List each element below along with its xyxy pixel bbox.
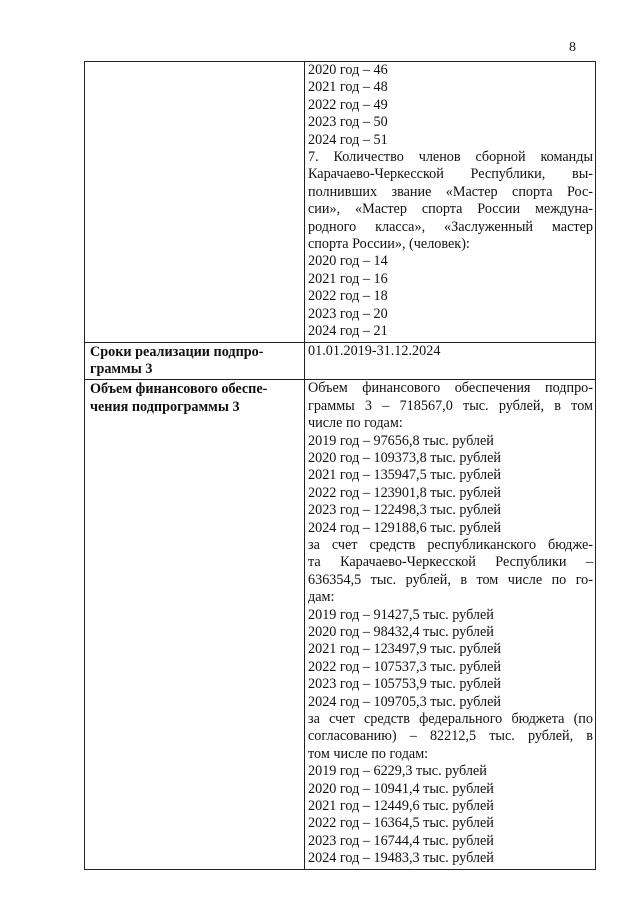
row-label-cell bbox=[85, 62, 305, 343]
row-value-line: 2022 год – 123901,8 тыс. рублей bbox=[308, 484, 501, 501]
row-value-line: 01.01.2019-31.12.2024 bbox=[308, 342, 441, 359]
row-value-line: 2023 год – 122498,3 тыс. рублей bbox=[308, 502, 501, 519]
row-label-line: Сроки реализации подпро- bbox=[90, 343, 264, 360]
row-value-line: согласованию) – 82212,5 тыс. рублей, в bbox=[308, 728, 593, 745]
row-value-line: 2022 год – 107537,3 тыс. рублей bbox=[308, 658, 501, 675]
row-label-line: чения подпрограммы 3 bbox=[90, 398, 240, 415]
row-value-line: 2020 год – 109373,8 тыс. рублей bbox=[308, 449, 501, 466]
row-value-line: 2021 год – 16 bbox=[308, 270, 388, 287]
row-value-line: 2019 год – 97656,8 тыс. рублей bbox=[308, 432, 494, 449]
passport-table bbox=[84, 61, 596, 870]
row-value-line: 2020 год – 10941,4 тыс. рублей bbox=[308, 780, 494, 797]
row-value-line: 2020 год – 98432,4 тыс. рублей bbox=[308, 624, 494, 640]
row-value-line: 2022 год – 16364,5 тыс. рублей bbox=[308, 815, 494, 832]
row-value-cell bbox=[305, 62, 596, 343]
row-value-line: граммы 3 – 718567,0 тыс. рублей, в том bbox=[308, 397, 593, 414]
row-value-line: 2024 год – 109705,3 тыс. рублей bbox=[308, 693, 501, 710]
row-value-line: 2022 год – 49 bbox=[308, 96, 388, 113]
table-row-financing-volume bbox=[85, 380, 596, 869]
row-label-line: граммы 3 bbox=[90, 360, 153, 377]
row-label-cell bbox=[85, 380, 305, 869]
row-value-cell bbox=[305, 380, 596, 869]
row-value-line: та Карачаево-Черкесской Республики – bbox=[308, 554, 593, 571]
row-value-line: 2021 год – 135947,5 тыс. рублей bbox=[308, 467, 501, 484]
row-value-line: Объем финансового обеспечения подпро- bbox=[308, 380, 593, 397]
row-value-line: 2020 год – 14 bbox=[308, 253, 388, 270]
row-value-line: 2019 год – 91427,5 тыс. рублей bbox=[308, 606, 494, 623]
row-value-line: 2021 год – 48 bbox=[308, 79, 388, 96]
row-value-line: 2022 год – 18 bbox=[308, 288, 388, 305]
row-value-line: полнивших звание «Мастер спорта Рос- bbox=[308, 183, 593, 200]
row-value-line: 2019 год – 6229,3 тыс. рублей bbox=[308, 763, 487, 780]
table-row-indicators bbox=[85, 62, 596, 343]
row-value-line: 2023 год – 50 bbox=[308, 114, 388, 131]
row-value-line: сии», «Мастер спорта России междуна- bbox=[308, 201, 593, 218]
row-value-line: 2024 год – 51 bbox=[308, 131, 388, 148]
row-value-line: 2023 год – 20 bbox=[308, 305, 388, 322]
row-value-line: 7. Количество членов сборной команды bbox=[308, 149, 593, 166]
row-value-line: том числе по годам: bbox=[308, 745, 429, 762]
page-number: 8 bbox=[569, 40, 576, 55]
row-value-line: числе по годам: bbox=[308, 415, 403, 432]
row-value-line: 2024 год – 129188,6 тыс. рублей bbox=[308, 519, 501, 536]
row-value-line: за счет средств республиканского бюдже- bbox=[308, 536, 593, 553]
row-label-cell bbox=[85, 342, 305, 380]
row-label-line: Объем финансового обеспе- bbox=[90, 381, 268, 398]
row-value-line: Карачаево-Черкесской Республики, вы- bbox=[308, 166, 593, 183]
row-value-line: 2021 год – 123497,9 тыс. рублей bbox=[308, 641, 501, 658]
row-value-line: 2021 год – 12449,6 тыс. рублей bbox=[308, 798, 494, 815]
row-value-line: дам: bbox=[308, 589, 335, 606]
row-value-line: за счет средств федерального бюджета (по bbox=[308, 711, 593, 728]
row-value-line: 2023 год – 105753,9 тыс. рублей bbox=[308, 676, 501, 693]
row-value-line: спорта России», (человек): bbox=[308, 236, 470, 253]
row-value-line: 2023 год – 16744,4 тыс. рублей bbox=[308, 832, 494, 849]
row-value-line: 2024 год – 21 bbox=[308, 323, 388, 340]
row-value-line: родного класса», «Заслуженный мастер bbox=[308, 218, 593, 235]
table-row-implementation-period bbox=[85, 342, 596, 380]
row-value-line: 2024 год – 19483,3 тыс. рублей bbox=[308, 850, 494, 867]
row-value-line: 636354,5 тыс. рублей, в том числе по го- bbox=[308, 571, 593, 588]
row-value-line: 2020 год – 46 bbox=[308, 62, 388, 78]
row-value-cell bbox=[305, 342, 596, 380]
